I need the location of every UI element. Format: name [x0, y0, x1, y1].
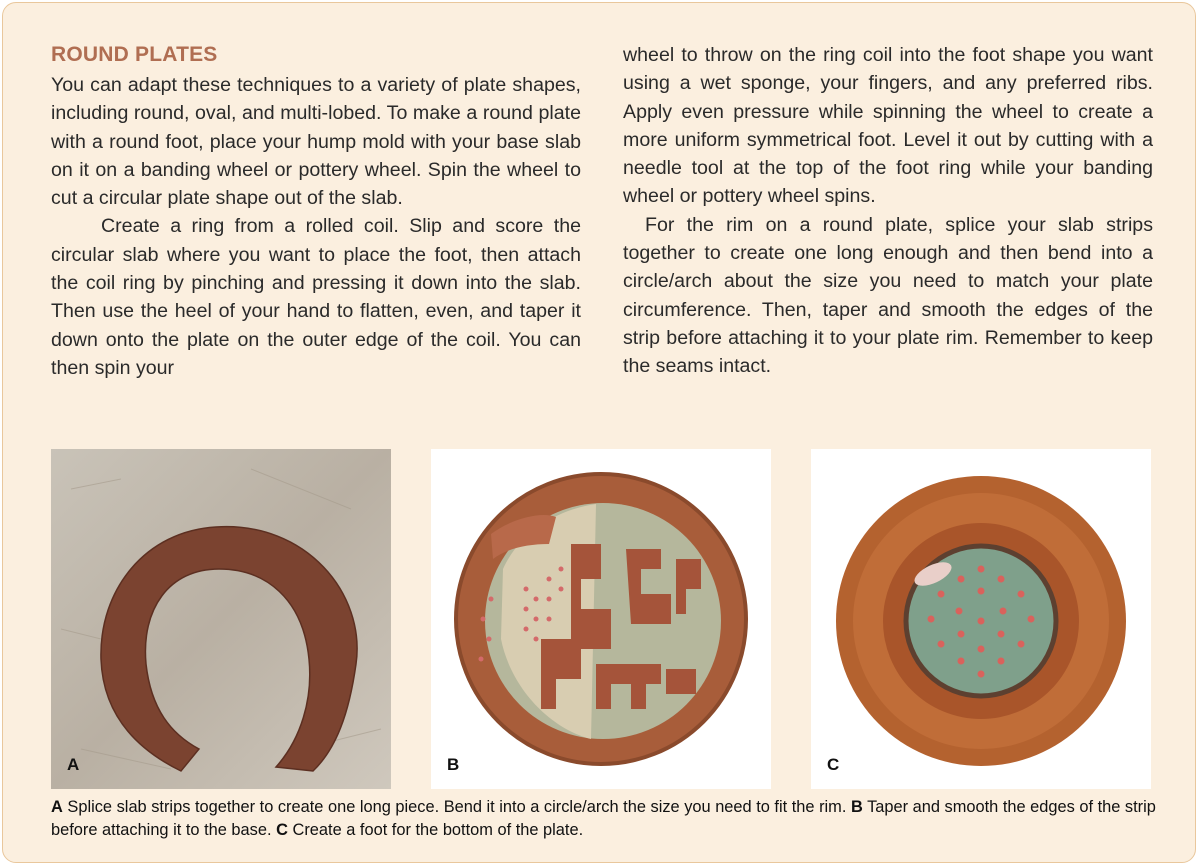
decorated-plate-icon — [431, 449, 771, 789]
photo-letter: A — [67, 755, 80, 774]
article-card — [2, 2, 1196, 863]
paragraph: You can adapt these techniques to a variety of plate shapes, including round, oval, and multi-lobed. To make a round plate with a round foot, place your hump mold with your base slab on it on a banding wheel or pottery wheel. Spin the wheel to cut a circular plate shape out of the slab. — [51, 74, 581, 210]
clay-arch-icon — [51, 449, 391, 789]
paragraph: wheel to throw on the ring coil into the foot shape you want using a wet sponge, your fingers, and any preferred ribs. Apply even pressure while spinning the wheel to create a more uniform symmetrical foot. Level it out by cutting with a needle tool at the top of the foot ring while your banding wheel or pottery wheel spins. — [623, 44, 1153, 208]
plate-foot-icon — [811, 449, 1151, 789]
right-column — [623, 41, 1153, 381]
caption-text: Taper and smooth the edges of the strip before attaching it to the base. — [51, 798, 1156, 839]
photo-letter: B — [447, 755, 460, 774]
photo-c — [811, 449, 1151, 789]
caption-text: Splice slab strips together to create one long piece. Bend it into a circle/arch the size you need to fit the rim. — [67, 798, 847, 816]
photo-b — [431, 449, 771, 789]
paragraph: Create a ring from a rolled coil. Slip and score the circular slab where you want to place the foot, then attach the coil ring by pinching and pressing it down into the slab. Then use the heel of your hand to flatten, even, and taper it down onto the plate on the outer edge of the coil. You can then spin your — [51, 215, 581, 379]
caption-text: Create a foot for the bottom of the plate. — [292, 821, 584, 839]
figure-caption — [51, 796, 1161, 842]
left-column — [51, 39, 581, 382]
section-heading: ROUND PLATES — [51, 43, 218, 66]
photo-a — [51, 449, 391, 789]
caption-letter: A — [51, 798, 63, 816]
caption-letter: B — [850, 798, 863, 816]
caption-letter: C — [276, 821, 288, 839]
paragraph: For the rim on a round plate, splice your slab strips together to create one long enough and then bend into a circle/arch about the size you need to match your plate circumference. Then, taper and smooth the edges of the strip before attaching it to your plate rim. Remember to keep the seams intact. — [623, 213, 1153, 378]
photo-letter: C — [827, 755, 840, 774]
